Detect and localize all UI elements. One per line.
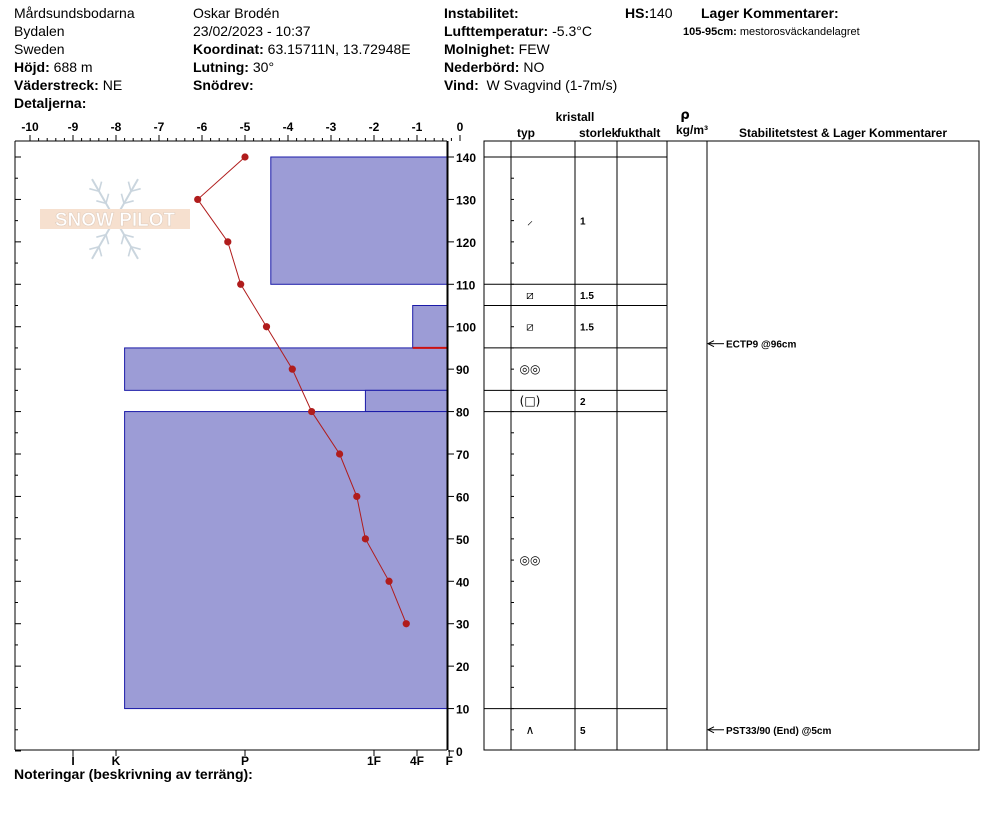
height-tick-label: 120 (456, 235, 477, 250)
country-name: Sweden (14, 41, 65, 57)
header-moisture: fukthalt (617, 126, 661, 140)
layer-table-frame (484, 141, 979, 750)
temperature-point (241, 153, 248, 160)
temp-tick-label: -2 (368, 120, 380, 134)
notes-label: Noteringar (beskrivning av terräng): (14, 766, 253, 782)
hardness-label: P (240, 754, 250, 768)
temp-tick-label: -8 (110, 120, 122, 134)
wind-value: W Svagvind (1-7m/s) (486, 77, 618, 93)
height-tick-label: 110 (456, 278, 476, 293)
temperature-point (353, 493, 360, 500)
header-crystal: kristall (555, 110, 595, 124)
grain-size-value: 2 (580, 396, 586, 408)
header-density-unit: kg/m³ (675, 123, 709, 137)
wind-label: Vind: (444, 77, 479, 93)
temperature-point (194, 196, 201, 203)
height-tick-label: 80 (456, 405, 470, 420)
temperature-point (336, 450, 343, 457)
layer-comment-text: mestorosväckandelagret (739, 26, 860, 38)
drift-label: Snödrev: (193, 77, 254, 93)
height-tick-label: 10 (456, 702, 470, 717)
hardness-label: F (445, 754, 453, 768)
grain-type-symbol: ⸝ (526, 213, 534, 228)
details-label: Detaljerna: (14, 95, 87, 111)
height-tick-label: 50 (456, 532, 470, 547)
stability-test-label: ECTP9 @96cm (726, 339, 797, 351)
header-comments: Stabilitetstest & Lager Kommentarer (738, 126, 948, 140)
precip-value: NO (523, 59, 545, 75)
hs-value: 140 (649, 5, 673, 21)
observation-datetime: 23/02/2023 - 10:37 (193, 23, 311, 39)
height-tick-label: 70 (456, 448, 470, 462)
temp-tick-label: -6 (196, 120, 208, 134)
elevation-value: 688 m (53, 59, 93, 75)
stability-test-label: PST33/90 (End) @5cm (726, 725, 832, 737)
grain-type-symbol: ∧ (525, 722, 535, 737)
hardness-bar-2 (413, 306, 447, 348)
hardness-label: I (71, 754, 75, 768)
watermark-text: SNOW PILOT (54, 210, 176, 231)
grain-size-value: 1.5 (580, 290, 594, 302)
height-tick-label: 30 (456, 617, 470, 632)
temperature-point (263, 323, 270, 330)
temperature-point (385, 578, 392, 585)
snowflake-branch (99, 247, 102, 257)
air-temp-value: -5.3°C (552, 23, 592, 39)
hardness-label: K (111, 754, 121, 768)
header-density-symbol: ρ (680, 108, 690, 123)
elevation-label: Höjd: (14, 59, 50, 75)
height-tick-label: 20 (456, 660, 470, 675)
header-size: storlek (579, 126, 619, 140)
temp-tick-label: -10 (21, 120, 39, 134)
temp-tick-label: -1 (411, 120, 423, 134)
height-tick-label: 60 (456, 490, 470, 505)
aspect-value: NE (102, 77, 123, 93)
grain-size-value: 1 (580, 216, 586, 228)
temperature-point (224, 238, 231, 245)
snowflake-branch (128, 182, 131, 192)
hardness-bar-4 (365, 390, 447, 411)
temperature-point (403, 620, 410, 627)
slope-label: Lutning: (193, 59, 249, 75)
temp-tick-label: -7 (153, 120, 165, 134)
hardness-bar-5 (125, 412, 447, 709)
height-tick-label: 90 (456, 363, 470, 378)
snowflake-branch (106, 194, 109, 204)
snowflake-branch (106, 235, 109, 245)
snowflake-branch (99, 182, 102, 192)
layer-comments-label: Lager Kommentarer: (701, 5, 839, 21)
aspect-label: Väderstreck: (14, 77, 99, 93)
height-tick-label: 130 (456, 193, 477, 208)
snowpilot-watermark (40, 179, 190, 259)
temp-tick-label: -5 (239, 120, 251, 134)
hardness-label: 4F (409, 754, 425, 768)
coord-label: Koordinat: (193, 41, 264, 57)
region-name: Bydalen (14, 23, 65, 39)
grain-type-symbol: ◎◎ (519, 362, 541, 377)
coord-value: 63.15711N, 13.72948E (267, 41, 411, 57)
grain-size-value: 1.5 (580, 322, 594, 334)
hardness-bar-0 (271, 157, 447, 284)
hardness-bar-3 (125, 348, 447, 390)
snowflake-branch (128, 247, 131, 257)
temperature-point (289, 366, 296, 373)
temp-tick-label: -4 (282, 120, 294, 134)
snowflake-branch (121, 194, 124, 204)
air-temp-label: Lufttemperatur: (444, 23, 549, 39)
hs-label: HS: (625, 5, 650, 21)
hardness-label: 1F (366, 754, 382, 768)
grain-type-symbol: (□) (519, 393, 541, 408)
height-tick-label: 140 (456, 151, 477, 165)
height-tick-label: 40 (456, 575, 470, 590)
snowflake-branch (121, 235, 124, 245)
grain-type-symbol: ⧄ (526, 319, 534, 334)
temperature-point (308, 408, 315, 415)
height-tick-label: 0 (456, 745, 463, 759)
grain-size-value: 5 (580, 725, 586, 737)
height-tick-label: 100 (456, 320, 477, 335)
layer-comment-range: 105-95cm: (683, 26, 737, 38)
temperature-point (237, 281, 244, 288)
temp-tick-label: -3 (325, 120, 337, 134)
header-type: typ (517, 126, 535, 140)
temperature-point (362, 535, 369, 542)
temp-tick-label: 0 (456, 120, 464, 134)
slope-value: 30° (252, 59, 275, 75)
grain-type-symbol: ⧄ (526, 287, 534, 302)
observer-name: Oskar Brodén (193, 5, 280, 21)
grain-type-symbol: ◎◎ (519, 553, 541, 568)
instability-label: Instabilitet: (444, 5, 519, 21)
location-name: Mårdsundsbodarna (14, 5, 135, 21)
cloud-value: FEW (518, 41, 550, 57)
precip-label: Nederbörd: (444, 59, 520, 75)
cloud-label: Molnighet: (444, 41, 515, 57)
temp-tick-label: -9 (67, 120, 79, 134)
